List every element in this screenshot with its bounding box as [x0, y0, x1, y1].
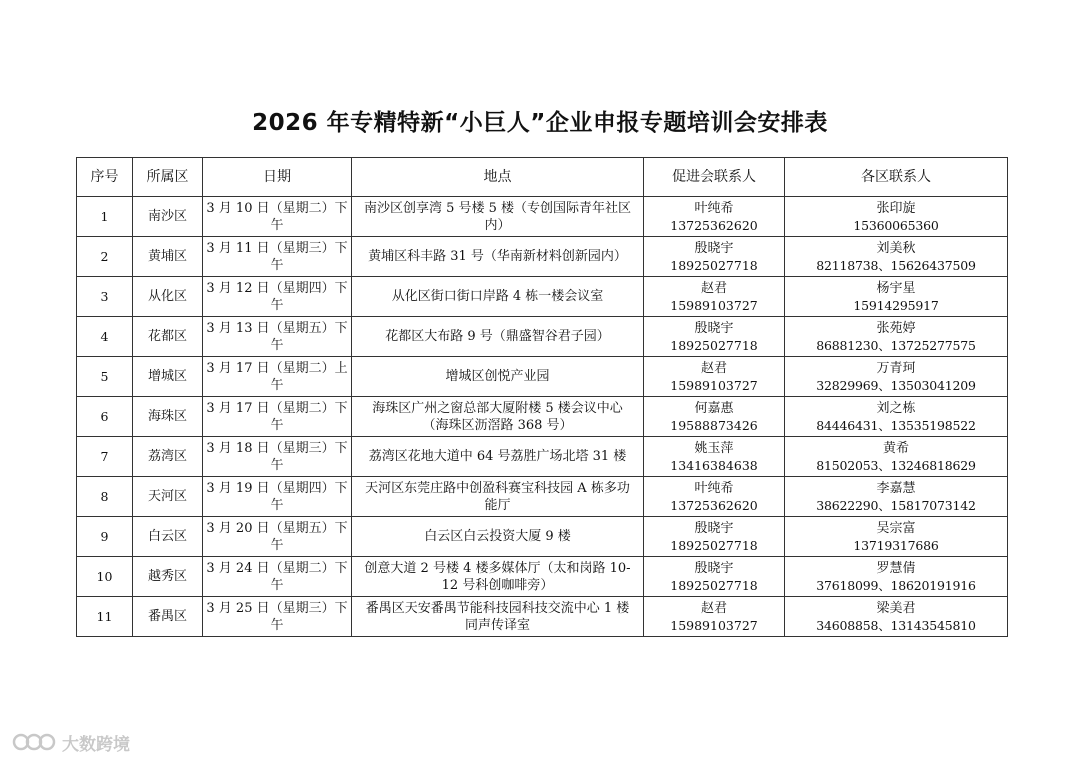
- row-date: 3 月 20 日（星期五）下午: [203, 517, 352, 557]
- table-row: [77, 437, 1008, 477]
- row-district-contact: [785, 277, 1008, 317]
- row-district: 花都区: [133, 317, 203, 357]
- contact-name: 刘之栋: [876, 400, 916, 416]
- row-location: 创意大道 2 号楼 4 楼多媒体厅（太和岗路 10-12 号科创咖啡旁）: [352, 557, 644, 597]
- header-date: 日期: [203, 158, 352, 197]
- row-location: 海珠区广州之窗总部大厦附楼 5 楼会议中心（海珠区沥滘路 368 号）: [352, 397, 644, 437]
- contact-phone: 81502053、13246818629: [816, 457, 976, 473]
- contact-phone: 18925027718: [670, 337, 758, 353]
- row-date: 3 月 18 日（星期三）下午: [203, 437, 352, 477]
- row-no: 5: [77, 357, 133, 397]
- watermark: [12, 728, 130, 756]
- row-no: 10: [77, 557, 133, 597]
- contact-name: 李嘉慧: [876, 480, 916, 496]
- row-location: 花都区大布路 9 号（鼎盛智谷君子园）: [352, 317, 644, 357]
- contact-phone: 82118738、15626437509: [816, 257, 976, 273]
- row-date: 3 月 17 日（星期二）下午: [203, 397, 352, 437]
- row-date: 3 月 12 日（星期四）下午: [203, 277, 352, 317]
- row-district-contact: [785, 397, 1008, 437]
- header-location: 地点: [352, 158, 644, 197]
- row-date: 3 月 17 日（星期二）上午: [203, 357, 352, 397]
- contact-phone: 18925027718: [670, 537, 758, 553]
- row-org-contact: [644, 197, 785, 237]
- row-district-contact: [785, 317, 1008, 357]
- contact-name: 殷晓宇: [694, 560, 734, 576]
- row-no: 6: [77, 397, 133, 437]
- table-row: [77, 517, 1008, 557]
- row-district: 越秀区: [133, 557, 203, 597]
- row-location: 白云区白云投资大厦 9 楼: [352, 517, 644, 557]
- watermark-text: 大数跨境: [62, 734, 130, 755]
- row-district-contact: [785, 517, 1008, 557]
- contact-phone: 13719317686: [853, 537, 939, 553]
- contact-name: 罗慧倩: [876, 560, 916, 576]
- contact-phone: 13725362620: [670, 497, 758, 513]
- contact-phone: 15989103727: [670, 617, 758, 633]
- contact-name: 叶纯希: [694, 200, 734, 216]
- row-location: 增城区创悦产业园: [352, 357, 644, 397]
- row-no: 11: [77, 597, 133, 637]
- contact-name: 殷晓宇: [694, 520, 734, 536]
- row-location: 荔湾区花地大道中 64 号荔胜广场北塔 31 楼: [352, 437, 644, 477]
- contact-phone: 34608858、13143545810: [816, 617, 976, 633]
- row-district-contact: [785, 197, 1008, 237]
- contact-phone: 38622290、15817073142: [816, 497, 976, 513]
- contact-name: 杨宇星: [876, 280, 916, 296]
- row-no: 1: [77, 197, 133, 237]
- row-no: 4: [77, 317, 133, 357]
- row-district-contact: [785, 437, 1008, 477]
- page-title: 2026 年专精特新“小巨人”企业申报专题培训会安排表: [252, 110, 828, 136]
- row-org-contact: [644, 517, 785, 557]
- row-district: 黄埔区: [133, 237, 203, 277]
- table-row: [77, 597, 1008, 637]
- header-no: 序号: [77, 158, 133, 197]
- table-row: [77, 197, 1008, 237]
- contact-name: 梁美君: [876, 600, 916, 616]
- row-location: 从化区街口街口岸路 4 栋一楼会议室: [352, 277, 644, 317]
- brand-logo-icon: [12, 729, 56, 755]
- row-district-contact: [785, 357, 1008, 397]
- contact-name: 万青珂: [876, 360, 916, 376]
- contact-name: 姚玉萍: [694, 440, 734, 456]
- contact-name: 张苑婷: [876, 320, 916, 336]
- table-row: [77, 357, 1008, 397]
- contact-name: 赵君: [700, 600, 727, 616]
- table-row: [77, 317, 1008, 357]
- row-district: 从化区: [133, 277, 203, 317]
- header-district-contact: 各区联系人: [785, 158, 1008, 197]
- row-org-contact: [644, 397, 785, 437]
- row-no: 2: [77, 237, 133, 277]
- contact-name: 张印旋: [876, 200, 916, 216]
- contact-name: 吴宗富: [876, 520, 916, 536]
- row-location: 番禺区天安番禺节能科技园科技交流中心 1 楼同声传译室: [352, 597, 644, 637]
- table-row: [77, 397, 1008, 437]
- row-date: 3 月 25 日（星期三）下午: [203, 597, 352, 637]
- contact-phone: 37618099、18620191916: [816, 577, 976, 593]
- table-header-row: [77, 158, 1008, 197]
- row-org-contact: [644, 557, 785, 597]
- row-no: 9: [77, 517, 133, 557]
- row-district: 白云区: [133, 517, 203, 557]
- row-district-contact: [785, 237, 1008, 277]
- contact-phone: 15360065360: [853, 217, 939, 233]
- row-date: 3 月 24 日（星期二）下午: [203, 557, 352, 597]
- row-org-contact: [644, 317, 785, 357]
- contact-name: 殷晓宇: [694, 320, 734, 336]
- row-district: 南沙区: [133, 197, 203, 237]
- table-row: [77, 557, 1008, 597]
- contact-phone: 15914295917: [853, 297, 939, 313]
- row-no: 8: [77, 477, 133, 517]
- row-district-contact: [785, 597, 1008, 637]
- row-date: 3 月 11 日（星期三）下午: [203, 237, 352, 277]
- row-org-contact: [644, 237, 785, 277]
- row-district-contact: [785, 557, 1008, 597]
- row-date: 3 月 13 日（星期五）下午: [203, 317, 352, 357]
- row-org-contact: [644, 477, 785, 517]
- contact-name: 何嘉惠: [694, 400, 734, 416]
- row-org-contact: [644, 597, 785, 637]
- row-org-contact: [644, 277, 785, 317]
- row-location: 天河区东莞庄路中创盈科赛宝科技园 A 栋多功能厅: [352, 477, 644, 517]
- row-org-contact: [644, 437, 785, 477]
- contact-phone: 15989103727: [670, 377, 758, 393]
- row-no: 7: [77, 437, 133, 477]
- row-no: 3: [77, 277, 133, 317]
- header-org-contact: 促进会联系人: [644, 158, 785, 197]
- row-date: 3 月 10 日（星期二）下午: [203, 197, 352, 237]
- contact-name: 赵君: [700, 280, 727, 296]
- contact-phone: 18925027718: [670, 257, 758, 273]
- row-org-contact: [644, 357, 785, 397]
- contact-phone: 18925027718: [670, 577, 758, 593]
- contact-phone: 13416384638: [670, 457, 758, 473]
- row-district: 海珠区: [133, 397, 203, 437]
- row-district-contact: [785, 477, 1008, 517]
- contact-name: 叶纯希: [694, 480, 734, 496]
- contact-name: 殷晓宇: [694, 240, 734, 256]
- table-row: [77, 477, 1008, 517]
- contact-phone: 84446431、13535198522: [816, 417, 976, 433]
- contact-phone: 86881230、13725277575: [816, 337, 976, 353]
- header-district: 所属区: [133, 158, 203, 197]
- training-schedule-table: [76, 157, 1008, 637]
- contact-name: 黄希: [882, 440, 909, 456]
- row-district: 荔湾区: [133, 437, 203, 477]
- row-date: 3 月 19 日（星期四）下午: [203, 477, 352, 517]
- row-district: 番禺区: [133, 597, 203, 637]
- contact-phone: 32829969、13503041209: [816, 377, 976, 393]
- table-row: [77, 277, 1008, 317]
- row-district: 增城区: [133, 357, 203, 397]
- contact-name: 刘美秋: [876, 240, 916, 256]
- row-location: 南沙区创享湾 5 号楼 5 楼（专创国际青年社区内）: [352, 197, 644, 237]
- contact-phone: 13725362620: [670, 217, 758, 233]
- contact-phone: 15989103727: [670, 297, 758, 313]
- row-location: 黄埔区科丰路 31 号（华南新材料创新园内）: [352, 237, 644, 277]
- contact-name: 赵君: [700, 360, 727, 376]
- row-district: 天河区: [133, 477, 203, 517]
- contact-phone: 19588873426: [670, 417, 758, 433]
- table-row: [77, 237, 1008, 277]
